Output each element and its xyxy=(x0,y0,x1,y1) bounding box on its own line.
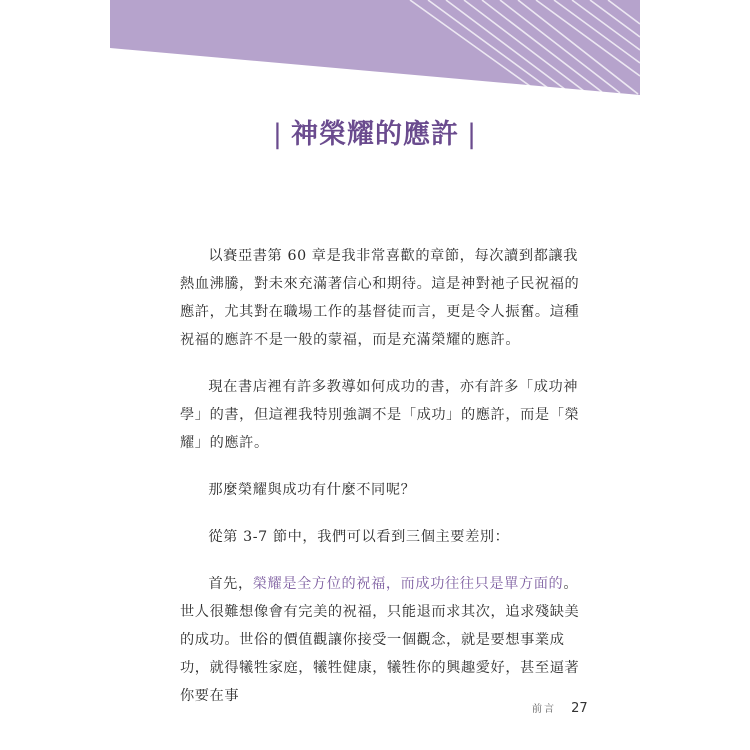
chapter-title-block xyxy=(110,112,640,151)
header-banner xyxy=(110,0,640,100)
paragraph: 從第 3-7 節中，我們可以看到三個主要差別： xyxy=(208,529,510,545)
paragraph: 那麼榮耀與成功有什麼不同呢？ xyxy=(208,482,416,498)
page-number: 27 xyxy=(571,701,588,716)
page-footer xyxy=(532,697,612,716)
emphasized-text: 榮耀是全方位的祝福，而成功往往只是單方面的 xyxy=(252,576,564,592)
book-page xyxy=(110,0,640,750)
paragraph-rest: 。世人很難想像會有完美的祝福，只能退而求其次，追求殘缺美的成功。世俗的價值觀讓你接受一個觀念，就是要想事業成功，就得犧牲家庭，犧牲健康，犧牲你的興趣愛好，甚至逼著你要在事 xyxy=(180,576,580,704)
paragraph: 現在書店裡有許多教導如何成功的書，亦有許多「成功神學」的書，但這裡我特別強調不是「成功」的應許，而是「榮耀」的應許。 xyxy=(180,379,580,451)
paragraph-lead: 首先， xyxy=(208,576,253,592)
chapter-title xyxy=(265,112,485,151)
title-bar-right: | xyxy=(467,119,478,150)
paragraph-last xyxy=(180,570,582,710)
chapter-title-text: 神榮耀的應許 xyxy=(291,119,459,150)
section-label: 前言 xyxy=(532,704,556,715)
title-bar-left: | xyxy=(272,119,283,150)
paragraph: 以賽亞書第 60 章是我非常喜歡的章節，每次讀到都讓我熱血沸騰，對未來充滿著信心和期待。這是神對祂子民祝福的應許，尤其對在職場工作的基督徒而言，更是令人振奮。這種祝福的應許不是一般的蒙福，而是充滿榮耀的應許。 xyxy=(180,248,580,348)
body-text xyxy=(180,242,582,729)
